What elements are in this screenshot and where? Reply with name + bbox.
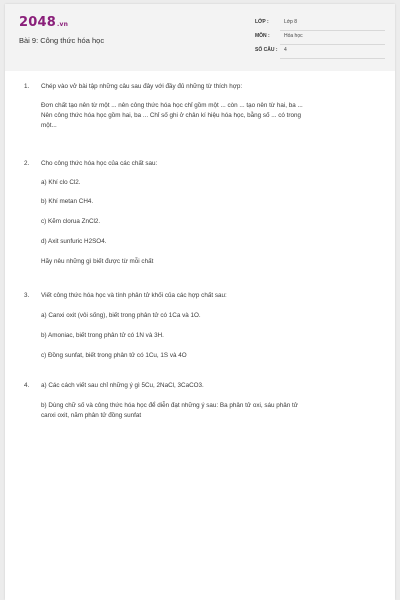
worksheet-header xyxy=(5,4,395,71)
meta-count-underline xyxy=(280,58,385,59)
question-2-item-a: a) Khí clo Cl2. xyxy=(41,179,81,186)
question-2-number: 2. xyxy=(24,160,30,167)
meta-subject-row xyxy=(255,31,385,45)
logo-main-text: 2048 xyxy=(19,15,56,30)
meta-class-label: LỚP : xyxy=(255,19,269,25)
question-2-prompt: Cho công thức hóa học của các chất sau: xyxy=(41,160,158,167)
worksheet-page xyxy=(5,4,395,600)
question-4-part-b-line-2: canxi oxit, năm phân tử đồng sunfat xyxy=(41,412,142,419)
site-logo[interactable] xyxy=(19,15,68,30)
question-1-body-line-1: Đơn chất tạo nên từ một ... nên công thức hóa học chỉ gồm một ... còn ... tạo nên từ hai, ba ... xyxy=(41,102,303,109)
meta-class-row xyxy=(255,17,385,31)
meta-count-value: 4 xyxy=(284,47,287,53)
question-3-item-a: a) Canxi oxit (vôi sống), biết trong phân tử có 1Ca và 1O. xyxy=(41,312,201,319)
question-4-number: 4. xyxy=(24,382,30,389)
question-1-number: 1. xyxy=(24,83,30,90)
question-1-body-line-2: Nên công thức hóa học gồm hai, ba ... Chỉ số ghi ở chân kí hiệu hóa học, bằng số ... có trong xyxy=(41,112,302,119)
question-1-body-line-3: một... xyxy=(41,122,57,129)
logo-suffix-text: .vn xyxy=(56,21,69,28)
question-3-item-b: b) Amoniac, biết trong phân tử có 1N và 3H. xyxy=(41,332,164,339)
question-4-part-a: a) Các cách viết sau chỉ những ý gì 5Cu, 2NaCl, 3CaCO3. xyxy=(41,382,204,389)
question-2-item-b: b) Khí metan CH4. xyxy=(41,198,94,205)
lesson-title: Bài 9: Công thức hóa học xyxy=(19,36,105,45)
question-3-item-c: c) Đồng sunfat, biết trong phân tử có 1Cu, 1S và 4O xyxy=(41,352,187,359)
meta-subject-label: MÔN : xyxy=(255,33,270,39)
meta-count-row xyxy=(255,45,385,59)
question-1-prompt: Chép vào vở bài tập những câu sau đây với đầy đủ những từ thích hợp: xyxy=(41,83,243,90)
question-3-prompt: Viết công thức hóa học và tính phân tử khối của các hợp chất sau: xyxy=(41,292,227,299)
question-4-part-b-line-1: b) Dùng chữ số và công thức hóa học để diễn đạt những ý sau: Ba phân tử oxi, sáu phân tử xyxy=(41,402,299,409)
question-2-item-d: d) Axit sunfuric H2SO4. xyxy=(41,238,107,245)
question-3-number: 3. xyxy=(24,292,30,299)
question-2-instruction: Hãy nêu những gì biết được từ mỗi chất xyxy=(41,258,154,265)
meta-count-label: SỐ CÂU : xyxy=(255,47,278,53)
question-2-item-c: c) Kẽm clorua ZnCl2. xyxy=(41,218,101,225)
meta-class-value: Lớp 8 xyxy=(284,19,298,25)
meta-subject-value: Hóa học xyxy=(284,33,303,39)
